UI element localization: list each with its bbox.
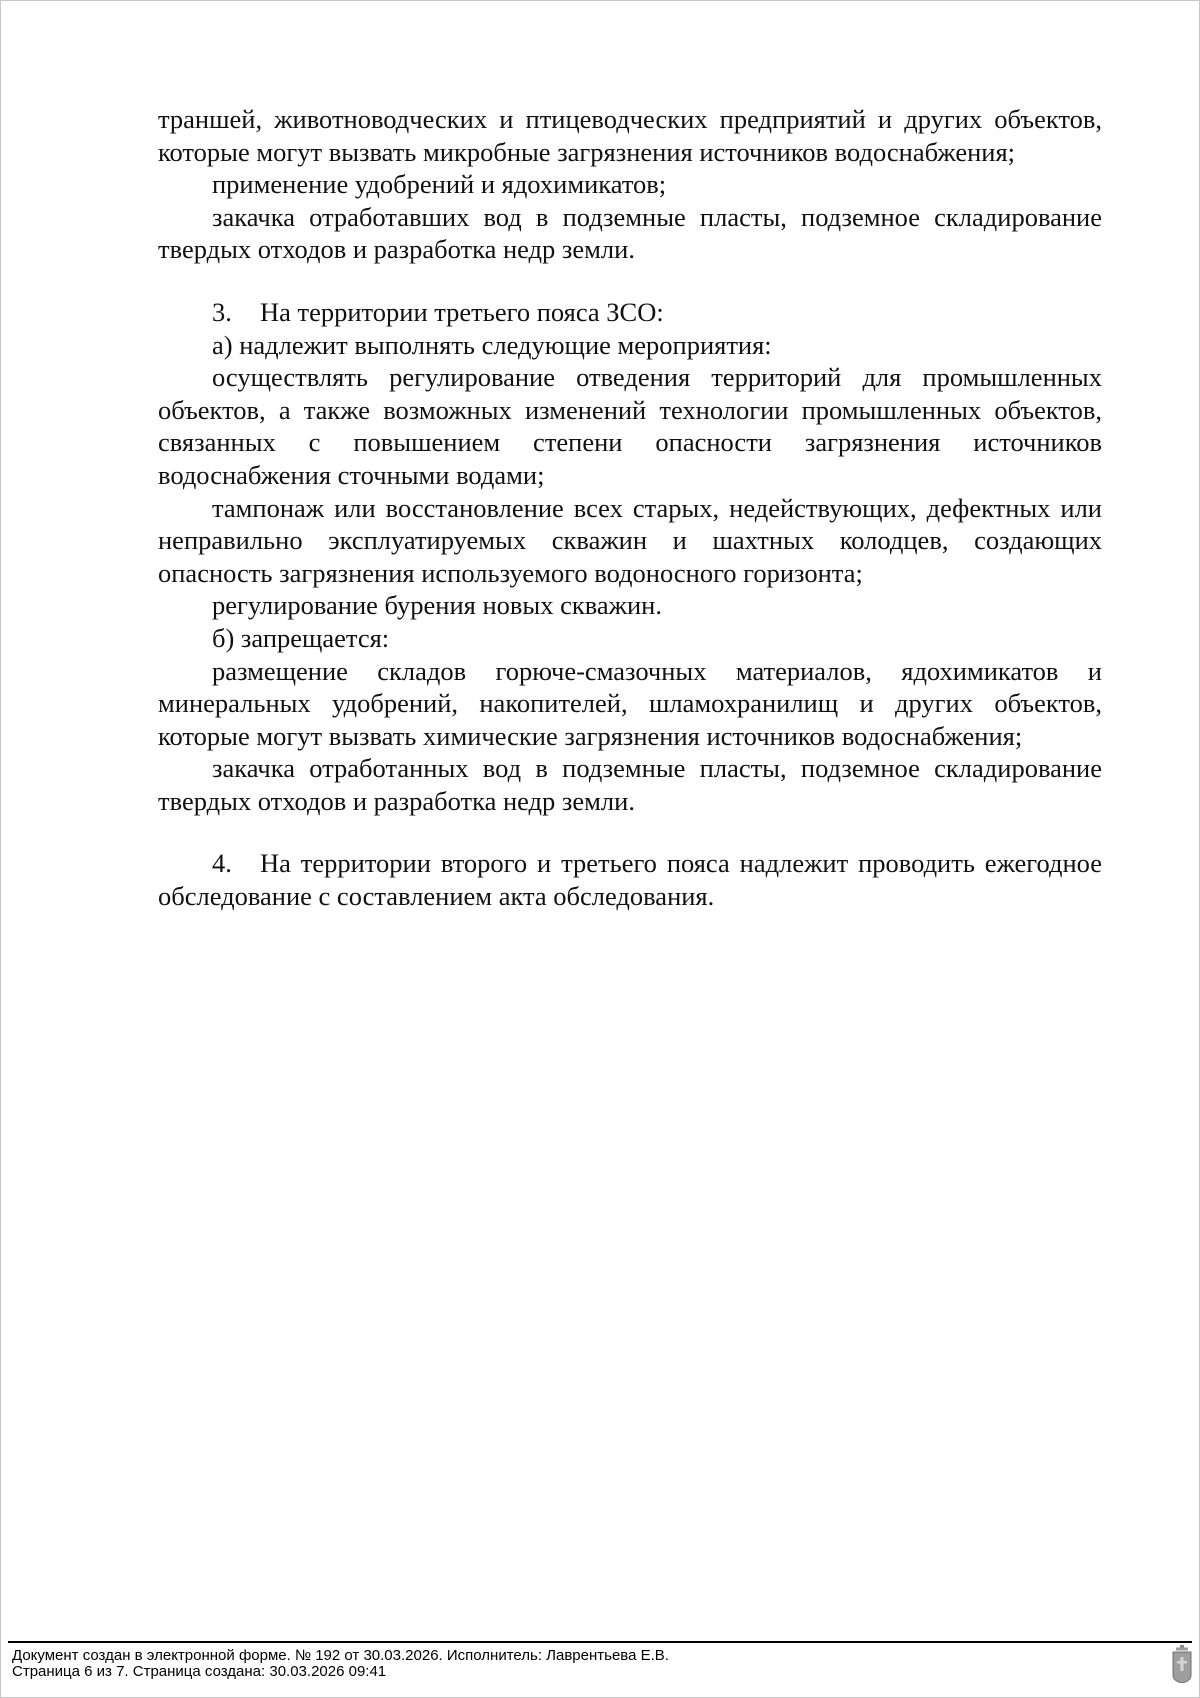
- paragraph-well-plugging: тампонаж или восстановление всех старых, недействующих, дефектных или неправильно эксплуатируемых скважин и шахтных колодцев, создающих опасность загрязнения используемого водоносного горизонта;: [158, 492, 1102, 588]
- section-4-text: На территории второго и третьего пояса надлежит проводить ежегодное обследование с составлением акта обследования.: [158, 848, 1102, 912]
- paragraph-injection-ban: закачка отработавших вод в подземные пласты, подземное складирование твердых отходов и разработка недр земли.: [158, 201, 1102, 265]
- section-gap: [158, 817, 1102, 847]
- section-3-number: 3.: [212, 296, 232, 327]
- paragraph-storage-ban: размещение складов горюче-смазочных материалов, ядохимикатов и минеральных удобрений, накопителей, шламохранилищ и других объектов, которые могут вызвать химические загрязнения источников водоснабжения;: [158, 655, 1102, 751]
- document-body: [158, 103, 1102, 913]
- document-footer: [12, 1648, 669, 1680]
- paragraph-territory-regulation: осуществлять регулирование отведения территорий для промышленных объектов, а также возможных изменений технологии промышленных объектов, связанных с повышением степени опасности загрязнения источников водоснабжения сточными водами;: [158, 362, 1102, 490]
- footer-page-info: Страница 6 из 7. Страница создана: 30.03.2026 09:41: [12, 1663, 387, 1680]
- footer-divider: [8, 1641, 1192, 1643]
- section-4-paragraph: [158, 847, 1102, 912]
- paragraph-measures-heading: а) надлежит выполнять следующие мероприятия:: [212, 329, 772, 360]
- paragraph-continuation: траншей, животноводческих и птицеводческих предприятий и других объектов, которые могут вызвать микробные загрязнения источников водоснабжения;: [158, 104, 1102, 167]
- paragraph-fertilizers-ban: применение удобрений и ядохимикатов;: [212, 169, 667, 200]
- paragraph-prohibited-heading: б) запрещается:: [212, 622, 390, 653]
- footer-document-info: Документ создан в электронной форме. № 192 от 30.03.2026. Исполнитель: Лаврентьева Е.В.: [12, 1647, 669, 1664]
- paragraph-drilling-regulation: регулирование бурения новых скважин.: [212, 590, 662, 621]
- section-3-title: На территории третьего пояса ЗСО:: [260, 296, 664, 327]
- paragraph-waste-injection-ban: закачка отработанных вод в подземные пласты, подземное складирование твердых отходов и разработка недр земли.: [158, 753, 1102, 816]
- coat-of-arms-icon: [1171, 1645, 1193, 1683]
- section-3-heading: [158, 296, 1102, 329]
- section-4-number: 4.: [212, 848, 232, 879]
- section-gap: [158, 266, 1102, 296]
